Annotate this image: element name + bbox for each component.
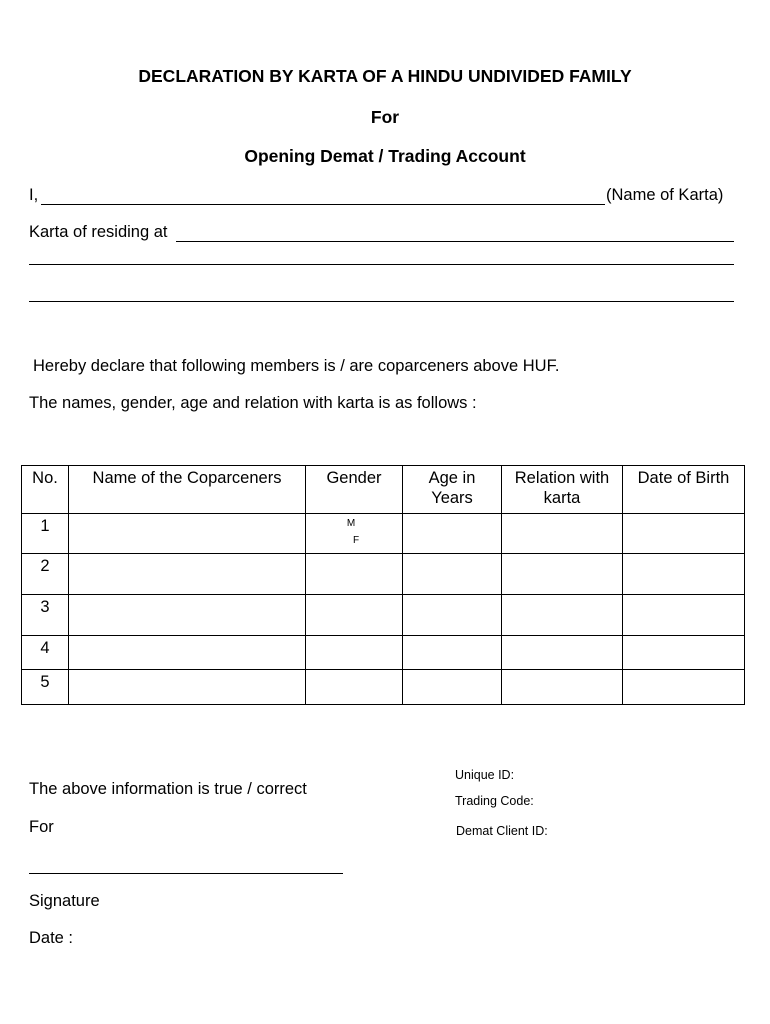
declaration-line-2: The names, gender, age and relation with karta is as follows : [29, 394, 477, 412]
dob-cell[interactable] [623, 595, 745, 636]
header-name: Name of the Coparceners [69, 466, 306, 514]
table-row [22, 636, 745, 670]
trading-code-label: Trading Code: [455, 794, 534, 808]
name-cell[interactable] [69, 636, 306, 670]
true-correct-statement: The above information is true / correct [29, 780, 307, 798]
header-gender: Gender [306, 466, 403, 514]
dob-cell[interactable] [623, 636, 745, 670]
table-row [22, 514, 745, 554]
age-cell[interactable] [403, 595, 502, 636]
signature-line[interactable] [29, 873, 343, 874]
residing-label: Karta of residing at [29, 223, 168, 241]
relation-cell[interactable] [502, 636, 623, 670]
row-number: 2 [22, 554, 69, 595]
relation-cell[interactable] [502, 670, 623, 705]
row-number: 5 [22, 670, 69, 705]
name-prefix: I, [29, 186, 39, 204]
age-cell[interactable] [403, 554, 502, 595]
address-blank-1[interactable] [176, 241, 734, 242]
header-relation [502, 466, 623, 514]
demat-client-id-label: Demat Client ID: [456, 824, 548, 838]
unique-id-label: Unique ID: [455, 768, 515, 782]
name-cell[interactable] [69, 670, 306, 705]
age-cell[interactable] [403, 636, 502, 670]
name-cell[interactable] [69, 514, 306, 554]
row-number: 3 [22, 595, 69, 636]
form-subtitle: Opening Demat / Trading Account [244, 146, 526, 166]
declaration-line-1: Hereby declare that following members is / are coparceners above HUF. [33, 357, 560, 375]
relation-cell[interactable] [502, 595, 623, 636]
age-cell[interactable] [403, 514, 502, 554]
gender-option-f[interactable]: F [352, 535, 360, 546]
gender-cell[interactable] [306, 554, 403, 595]
gender-cell[interactable] [306, 670, 403, 705]
header-age [403, 466, 502, 514]
gender-cell[interactable] [306, 514, 403, 554]
date-label: Date : [29, 929, 74, 947]
header-age-text: Age in Years [428, 469, 476, 507]
table-row [22, 554, 745, 595]
header-dob: Date of Birth [623, 466, 745, 514]
dob-cell[interactable] [623, 554, 745, 595]
gender-cell[interactable] [306, 636, 403, 670]
row-number: 1 [22, 514, 69, 554]
dob-cell[interactable] [623, 670, 745, 705]
table-row [22, 670, 745, 705]
age-cell[interactable] [403, 670, 502, 705]
form-for-label: For [370, 107, 400, 127]
header-relation-text: Relation with karta [514, 469, 610, 507]
karta-name-blank[interactable] [41, 204, 605, 205]
coparceners-table [21, 465, 745, 705]
gender-cell[interactable] [306, 595, 403, 636]
signature-label: Signature [29, 892, 100, 910]
form-title: DECLARATION BY KARTA OF A HINDU UNDIVIDED FAMILY [138, 66, 632, 86]
gender-option-m[interactable]: M [346, 518, 356, 529]
header-no: No. [22, 466, 69, 514]
relation-cell[interactable] [502, 514, 623, 554]
row-number: 4 [22, 636, 69, 670]
name-cell[interactable] [69, 595, 306, 636]
relation-cell[interactable] [502, 554, 623, 595]
table-row [22, 595, 745, 636]
dob-cell[interactable] [623, 514, 745, 554]
name-cell[interactable] [69, 554, 306, 595]
table-header-row [22, 466, 745, 514]
for-label: For [29, 818, 54, 836]
name-of-karta-label: (Name of Karta) [606, 186, 724, 204]
address-blank-2[interactable] [29, 264, 734, 265]
address-blank-3[interactable] [29, 301, 734, 302]
